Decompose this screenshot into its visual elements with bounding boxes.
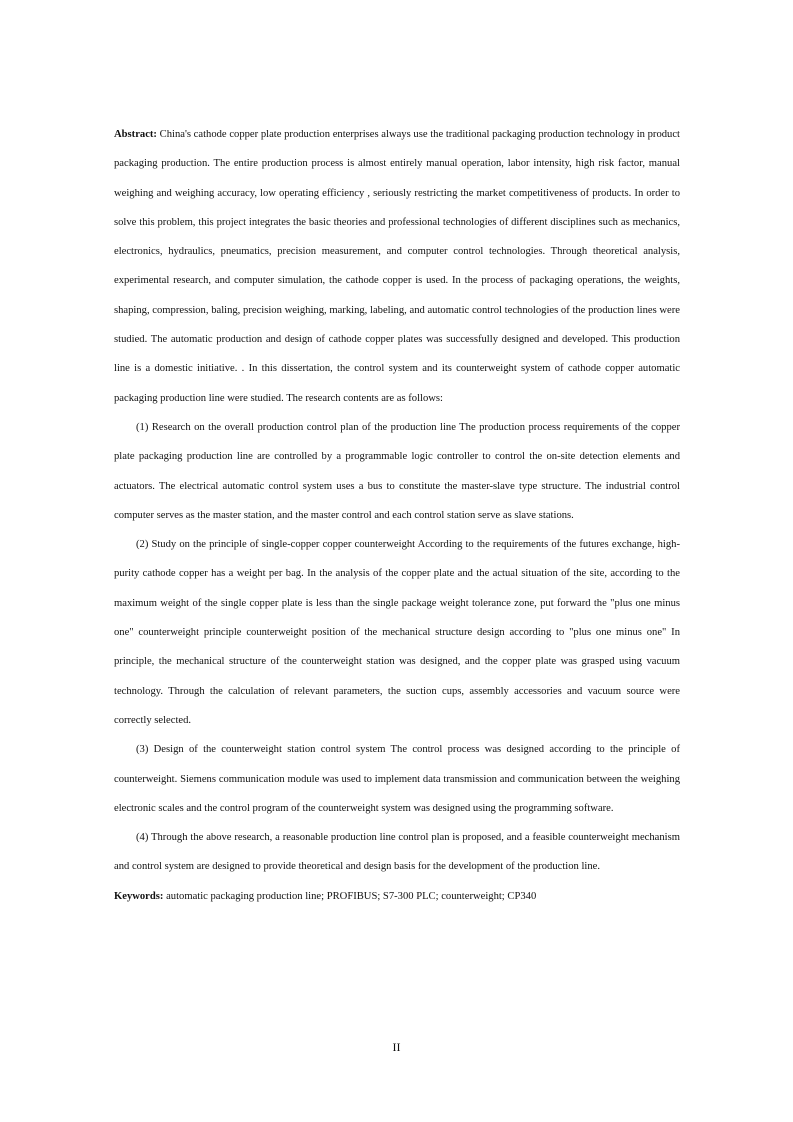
keywords-line (114, 882, 680, 911)
keywords-label: Keywords: (114, 890, 164, 902)
page-number: II (392, 1040, 401, 1054)
keywords-text: automatic packaging production line; PROFIBUS; S7-300 PLC; counterweight; CP340 (163, 890, 537, 902)
research-item-3: (3) Design of the counterweight station control system The control process was designed according to the principle of counterweight. Siemens communication module was used to implement data transmission and communication between the weighing electronic scales and the control program of the counterweight system was designed using the programming software. (114, 744, 680, 814)
abstract-label: Abstract: (114, 129, 157, 140)
abstract-paragraph (114, 120, 680, 413)
research-item-4: (4) Through the above research, a reasonable production line control plan is proposed, and a feasible counterweight mechanism and control system are designed to provide theoretical and design basis for the development of the production line. (114, 832, 680, 873)
research-item-2: (2) Study on the principle of single-copper copper counterweight According to the requirements of the futures exchange, high-purity cathode copper has a weight per bag. In the analysis of the copper plate and the actual situation of the site, according to the maximum weight of the single copper plate is less than the single package weight tolerance zone, put forward the "plus one minus one" counterweight principle counterweight position of the mechanical structure design according to "plus one minus one" In principle, the mechanical structure of the counterweight station was designed, and the copper plate was grasped using vacuum technology. Through the calculation of relevant parameters, the suction cups, assembly accessories and vacuum source were correctly selected. (114, 539, 680, 726)
document-page (114, 120, 680, 911)
research-item-1: (1) Research on the overall production control plan of the production line The production process requirements of the copper plate packaging production line are controlled by a programmable logic controller to control the on-site detection elements and actuators. The electrical automatic control system uses a bus to constitute the master-slave type structure. The industrial control computer serves as the master station, and the master control and each control station serve as slave stations. (114, 421, 680, 521)
abstract-text: China's cathode copper plate production enterprises always use the traditional packaging production technology in product packaging production. The entire production process is almost entirely manual operation, labor intensity, high risk factor, manual weighing and weighing accuracy, low operating efficiency , seriously restricting the market competitiveness of products. In order to solve this problem, this project integrates the basic theories and professional technologies of different disciplines such as mechanics, electronics, hydraulics, pneumatics, precision measurement, and computer control technologies. Through theoretical analysis, experimental research, and computer simulation, the cathode copper is used. In the process of packaging operations, the weights, shaping, compression, baling, precision weighing, marking, labeling, and automatic control technologies of the production lines were studied. The automatic production and design of cathode copper plates was successfully designed and developed. This production line is a domestic initiative. . In this dissertation, the control system and its counterweight system of cathode copper automatic packaging production line were studied. The research contents are as follows: (114, 129, 680, 404)
